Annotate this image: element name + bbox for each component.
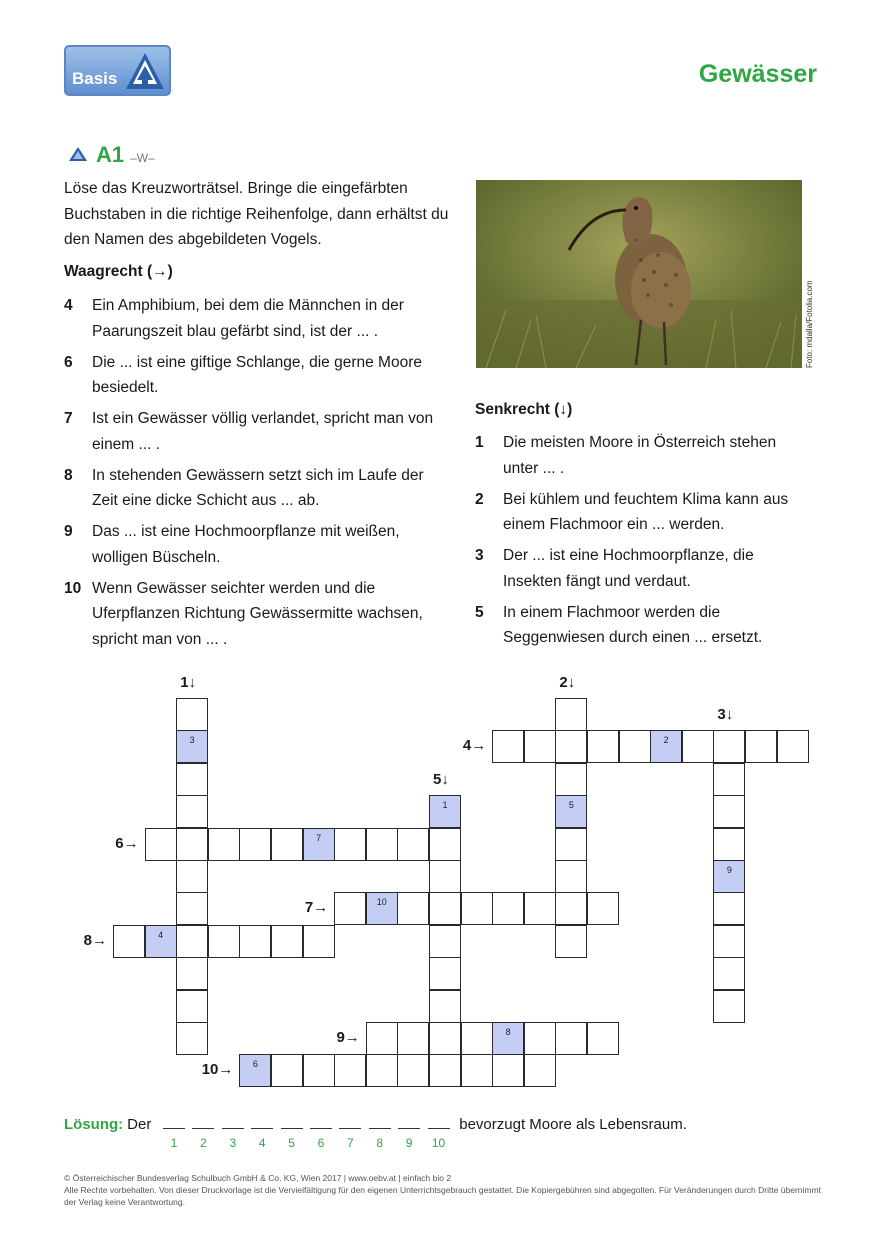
crossword-cell[interactable]: [429, 1054, 461, 1087]
crossword-cell[interactable]: [524, 892, 556, 925]
blank-number: 5: [288, 1136, 295, 1150]
crossword-cell[interactable]: [208, 925, 240, 958]
crossword-cell[interactable]: [334, 892, 366, 925]
crossword-cell[interactable]: [145, 828, 177, 861]
crossword-cell[interactable]: [176, 698, 208, 731]
cell-letter-number: 2: [663, 735, 669, 746]
crossword-cell[interactable]: [145, 925, 177, 958]
footer: [64, 1172, 824, 1208]
crossword-cell[interactable]: [366, 892, 398, 925]
crossword-cell[interactable]: [492, 892, 524, 925]
clue-number: 7: [64, 410, 73, 427]
blank-line: [369, 1114, 391, 1129]
clue-text: Der ... ist eine Hochmoorpflanze, die Insekten fängt und verdaut.: [503, 547, 754, 590]
crossword-cell[interactable]: [271, 828, 303, 861]
clue-number: 5: [475, 603, 484, 621]
crossword-cell[interactable]: [366, 828, 398, 861]
crossword-cell[interactable]: [587, 892, 619, 925]
crossword-cell[interactable]: [461, 1054, 493, 1087]
crossword-cell[interactable]: [555, 925, 587, 958]
crossword-cell[interactable]: [713, 990, 745, 1023]
crossword-cell[interactable]: [713, 925, 745, 958]
crossword-cell[interactable]: [682, 730, 714, 763]
crossword-cell[interactable]: [303, 925, 335, 958]
blank-line: [192, 1114, 214, 1129]
crossword-cell[interactable]: [429, 1022, 461, 1055]
photo-credit: Foto: mdalla/Fotolia.com: [805, 280, 814, 368]
crossword-cell[interactable]: [492, 730, 524, 763]
clue-number: 1: [475, 434, 484, 451]
crossword-cell[interactable]: [461, 892, 493, 925]
crossword-cell[interactable]: [176, 795, 208, 828]
across-clue-list: [64, 293, 434, 658]
crossword-cell[interactable]: [176, 763, 208, 796]
crossword-cell[interactable]: [366, 1054, 398, 1087]
task-number: A1: [96, 142, 125, 167]
crossword-cell[interactable]: [555, 1022, 587, 1055]
clue-down-5: [475, 600, 795, 651]
crossword-cell[interactable]: [429, 892, 461, 925]
word-label-across: 4→: [462, 737, 487, 755]
blank-line: [398, 1114, 420, 1129]
clue-number: 2: [475, 490, 484, 508]
blank-line: [222, 1114, 244, 1129]
logo-label: Basis: [72, 69, 118, 88]
word-label-down: 5↓: [433, 771, 449, 789]
clue-across-8: [64, 463, 434, 514]
clue-text: Bei kühlem und feuchtem Klima kann aus einem Flachmoor ein ... werden.: [503, 490, 789, 533]
blank-line: [428, 1114, 450, 1129]
clue-number: 6: [64, 353, 73, 371]
crossword-cell[interactable]: [619, 730, 651, 763]
clue-across-4: [64, 293, 434, 344]
crossword-cell[interactable]: [303, 1054, 335, 1087]
across-heading: Waagrecht (→): [64, 263, 173, 280]
crossword-cell[interactable]: [397, 1022, 429, 1055]
crossword-cell[interactable]: [334, 828, 366, 861]
crossword-cell[interactable]: [429, 957, 461, 990]
solution-blank[interactable]: [365, 1114, 394, 1150]
crossword-cell[interactable]: [397, 1054, 429, 1087]
crossword-cell[interactable]: [713, 795, 745, 828]
blank-number: 1: [170, 1136, 178, 1150]
crossword-cell[interactable]: [397, 892, 429, 925]
crossword-cell[interactable]: [397, 828, 429, 861]
solution-blank[interactable]: [218, 1114, 247, 1150]
clue-text: Das ... ist eine Hochmoorpflanze mit weißen, wolligen Büscheln.: [92, 523, 400, 566]
crossword-cell[interactable]: [555, 828, 587, 861]
crossword-cell[interactable]: [239, 828, 271, 861]
crossword-cell[interactable]: [555, 860, 587, 893]
crossword-cell[interactable]: [429, 828, 461, 861]
blank-line: [163, 1114, 185, 1129]
cell-letter-number: 8: [505, 1027, 511, 1037]
crossword-cell[interactable]: [176, 828, 208, 861]
clue-text: Ein Amphibium, bei dem die Männchen in der Paarungszeit blau gefärbt sind, ist der ... .: [92, 297, 404, 340]
crossword-cell[interactable]: [555, 763, 587, 796]
crossword-cell[interactable]: [555, 698, 587, 731]
crossword-cell[interactable]: [524, 1022, 556, 1055]
blank-number: 6: [317, 1136, 325, 1150]
crossword-cell[interactable]: [366, 1022, 398, 1055]
blank-number: 9: [405, 1136, 413, 1150]
solution-blank[interactable]: [394, 1114, 423, 1150]
crossword-cell[interactable]: [587, 1022, 619, 1055]
crossword-cell[interactable]: [555, 795, 587, 828]
solution-suffix: bevorzugt Moore als Lebensraum.: [459, 1116, 687, 1133]
task-header: [68, 142, 155, 168]
triangle-logo-icon: [122, 49, 168, 93]
cell-letter-number: 10: [376, 897, 387, 908]
crossword-cell[interactable]: [429, 990, 461, 1023]
crossword-cell[interactable]: [208, 828, 240, 861]
solution-line: [64, 1114, 687, 1150]
blank-line: [310, 1114, 332, 1129]
solution-blank[interactable]: [306, 1114, 335, 1150]
crossword-cell[interactable]: [745, 730, 777, 763]
down-heading: Senkrecht (↓): [475, 401, 573, 418]
word-label-down: 3↓: [717, 706, 734, 724]
curlew-photo: [476, 180, 802, 368]
crossword-cell[interactable]: [429, 925, 461, 958]
crossword-cell[interactable]: [713, 892, 745, 925]
word-label-across: 8→: [83, 931, 107, 949]
cell-letter-number: 3: [189, 735, 195, 746]
basis-logo: [64, 45, 171, 96]
cell-letter-number: 6: [252, 1059, 258, 1070]
page-title: Gewässer: [698, 60, 817, 88]
crossword-cell[interactable]: [713, 730, 745, 763]
clue-down-3: [475, 543, 795, 594]
clue-text: Die ... ist eine giftige Schlange, die gerne Moore besiedelt.: [92, 353, 422, 396]
crossword-cell[interactable]: [176, 1022, 208, 1055]
blank-number: 7: [347, 1136, 354, 1150]
word-label-down: 2↓: [559, 674, 576, 691]
clue-number: 3: [475, 547, 484, 564]
crossword-cell[interactable]: [713, 957, 745, 990]
solution-blank[interactable]: [248, 1114, 277, 1150]
word-label-down: 1↓: [180, 674, 197, 691]
crossword-cell[interactable]: [176, 892, 208, 925]
clue-down-1: [475, 430, 795, 481]
clue-text: Ist ein Gewässer völlig verlandet, spricht man von einem ... .: [92, 410, 434, 453]
crossword-cell[interactable]: [555, 892, 587, 925]
solution-blank[interactable]: [159, 1114, 188, 1150]
clue-text: In stehenden Gewässern setzt sich im Laufe der Zeit eine dicke Schicht aus ... ab.: [92, 466, 424, 509]
crossword-cell[interactable]: [176, 990, 208, 1023]
clue-number: 9: [64, 523, 73, 540]
clue-across-10: [64, 576, 434, 653]
cell-letter-number: 4: [158, 929, 164, 940]
crossword-cell[interactable]: [461, 1022, 493, 1055]
crossword-cell[interactable]: [587, 730, 619, 763]
clue-across-7: [64, 406, 434, 457]
solution-label: Lösung:: [64, 1116, 124, 1133]
cell-letter-number: 7: [316, 832, 322, 843]
clue-down-2: [475, 487, 795, 538]
crossword-cell[interactable]: [176, 957, 208, 990]
clue-number: 8: [64, 466, 73, 484]
solution-blank[interactable]: [277, 1114, 306, 1150]
clue-text: In einem Flachmoor werden die Seggenwiesen durch einen ... ersetzt.: [503, 603, 763, 646]
crossword-cell[interactable]: [239, 925, 271, 958]
blank-line: [339, 1114, 361, 1129]
cell-letter-number: 5: [568, 800, 574, 811]
crossword-cell[interactable]: [524, 730, 556, 763]
crossword-cell[interactable]: [524, 1054, 556, 1087]
clue-across-6: [64, 350, 434, 401]
solution-blanks: [159, 1114, 453, 1150]
word-label-across: 9→: [336, 1029, 360, 1046]
footer-rights: Alle Rechte vorbehalten. Von dieser Druckvorlage ist die Vervielfältigung für den eigenen Unterrichtsgebrauch gestattet. Die Kopiergebühren sind abgegolten. Für Veränderungen durch Dritte übernimmt der Verlag keine Verantwortung.: [64, 1185, 821, 1207]
clue-across-9: [64, 519, 434, 570]
blank-number: 8: [376, 1136, 384, 1150]
cell-letter-number: 1: [442, 800, 448, 811]
solution-prefix: Der: [127, 1116, 152, 1133]
crossword-cell[interactable]: [334, 1054, 366, 1087]
cell-letter-number: 9: [726, 865, 732, 875]
blank-line: [281, 1114, 303, 1129]
crossword-cell[interactable]: [176, 925, 208, 958]
solution-blank[interactable]: [189, 1114, 218, 1150]
footer-copyright: © Österreichischer Bundesverlag Schulbuch GmbH & Co. KG, Wien 2017 | www.oebv.at | einfach bio 2: [64, 1173, 452, 1183]
crossword-cell[interactable]: [492, 1054, 524, 1087]
crossword-cell[interactable]: [303, 828, 335, 861]
word-label-across: 7→: [304, 899, 329, 917]
blank-line: [251, 1114, 273, 1129]
clue-text: Wenn Gewässer seichter werden und die Uferpflanzen Richtung Gewässermitte wachsen, spricht man von ... .: [92, 579, 423, 648]
crossword-cell[interactable]: [555, 730, 587, 763]
word-label-across: 10→: [201, 1061, 234, 1079]
crossword-cell[interactable]: [650, 730, 682, 763]
solution-blank[interactable]: [336, 1114, 365, 1150]
crossword-cell[interactable]: [429, 860, 461, 893]
clue-text: Die meisten Moore in Österreich stehen unter ... .: [503, 434, 777, 477]
solution-blank[interactable]: [424, 1114, 453, 1150]
blank-number: 4: [258, 1136, 266, 1150]
crossword-cell[interactable]: [777, 730, 809, 763]
crossword-cell[interactable]: [176, 860, 208, 893]
crossword-cell[interactable]: [271, 925, 303, 958]
task-instructions: Löse das Kreuzworträtsel. Bringe die eingefärbten Buchstaben in die richtige Reihenfolge, dann erhältst du den Namen des abgebildeten Vogels.: [64, 180, 449, 248]
blank-number: 3: [229, 1136, 237, 1150]
crossword-cell[interactable]: [713, 860, 745, 893]
crossword-cell[interactable]: [113, 925, 145, 958]
down-clue-list: [475, 430, 795, 656]
clue-number: 10: [64, 579, 82, 597]
crossword-cell[interactable]: [492, 1022, 524, 1055]
blank-number: 2: [200, 1136, 207, 1150]
clue-number: 4: [64, 297, 73, 314]
crossword-cell[interactable]: [713, 828, 745, 861]
crossword-cell[interactable]: [239, 1054, 271, 1087]
crossword-cell[interactable]: [429, 795, 461, 828]
crossword-cell[interactable]: [176, 730, 208, 763]
task-level: –W–: [130, 151, 155, 165]
crossword-cell[interactable]: [271, 1054, 303, 1087]
word-label-across: 6→: [115, 834, 139, 852]
crossword-cell[interactable]: [713, 763, 745, 796]
task-triangle-icon: [68, 146, 88, 162]
blank-number: 10: [431, 1136, 446, 1150]
